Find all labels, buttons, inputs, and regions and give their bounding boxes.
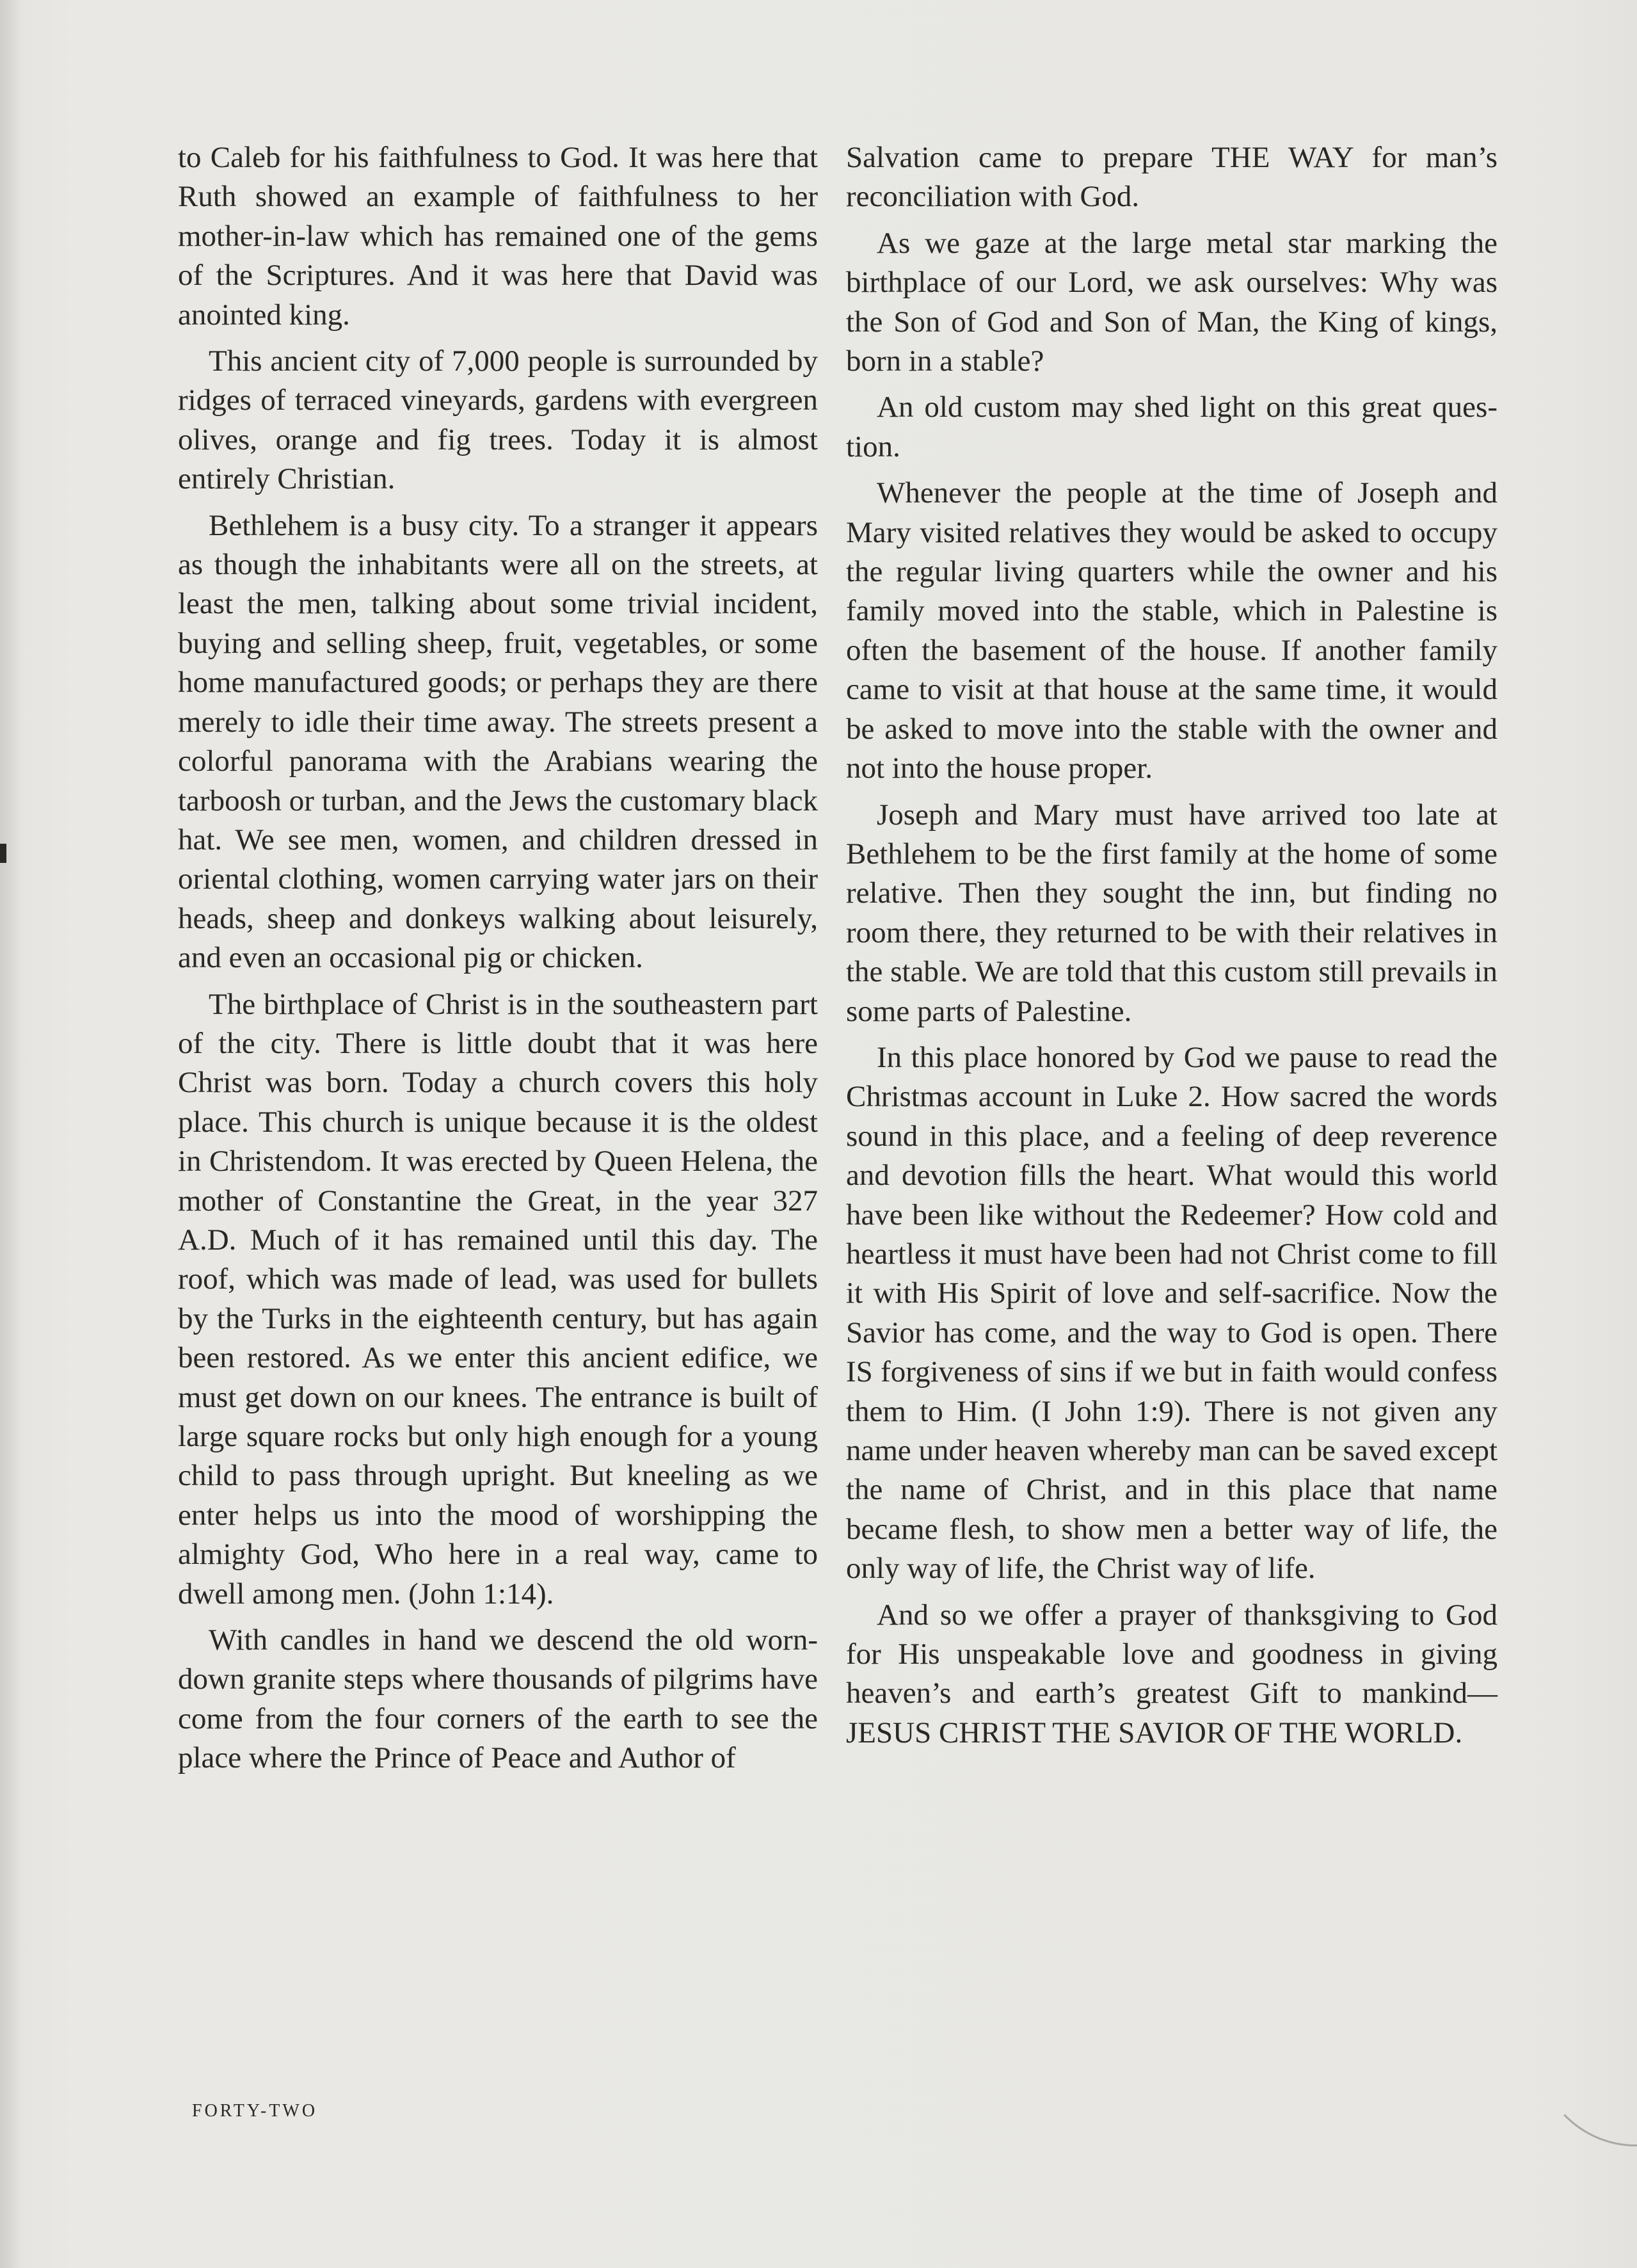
paragraph: With candles in hand we descend the old worndown granite steps where thousands of pilgrims have come from the four corners of the earth to see the place where the Prince of Peace and Author of bbox=[178, 1623, 818, 1775]
paragraph: Whenever the people at the time of Joseph and Mary visited relatives they would be asked to occupy the regular living quarters while the owner and his family moved into the stable, which in Palestine is often the basement of the house. If another family came to visit at that house at the same time, it would be asked to move into the stable with the owner and not into the house proper. bbox=[846, 476, 1497, 785]
paragraph: Joseph and Mary must have arrived too late at Bethlehem to be the first family at the home of some relative. Then they sought the inn, but finding no room there, they returned to be with their relatives in the stable. We are told that this custom still prevails in some parts of Palestine. bbox=[846, 798, 1497, 1028]
paragraph: And so we offer a prayer of thanksgiving to God for His unspeakable love and goodness in giving heaven’s and earth’s greatest Gift to mankind—JESUS CHRIST THE SAVIOR OF THE WORLD. bbox=[846, 1598, 1497, 1749]
binding-shadow bbox=[0, 0, 19, 2268]
paragraph: This ancient city of 7,000 people is surrounded by ridges of terraced vineyards, gardens with evergreen olives, orange and fig trees. Today it is almost entirely Christian. bbox=[178, 344, 818, 496]
left-column bbox=[178, 138, 818, 1778]
paragraph: Bethlehem is a busy city. To a stranger it appears as though the inhabitants were all on the streets, at least the men, talking about some trivial incident, buying and selling sheep, fruit, vegetables, or some home manufactured goods; or perhaps they are there merely to idle their time away. The streets present a colorful panorama with the Arabians wearing the tarboosh or turban, and the Jews the customary black hat. We see men, women, and children dressed in oriental clothing, women carrying water jars on their heads, sheep and donkeys walking about leisurely, and even an occasional pig or chicken. bbox=[178, 508, 818, 975]
paragraph: In this place honored by God we pause to read the Christmas account in Luke 2. How sacred the words sound in this place, and a feeling of deep reverence and devotion fills the heart. What would this world have been like without the Redeemer? How cold and heartless it must have been had not Christ come to fill it with His Spirit of love and self-sacrifice. Now the Savior has come, and the way to God is open. There IS forgiveness of sins if we but in faith would confess them to Him. (I John 1:9). There is not given any name under heaven whereby man can be saved except the name of Christ, and in this place that name became flesh, to show men a better way of life, the only way of life, the Christ way of life. bbox=[846, 1040, 1497, 1586]
paragraph: Salvation came to prepare THE WAY for man’s reconciliation with God. bbox=[846, 141, 1497, 214]
paragraph: to Caleb for his faithfulness to God. It was here that Ruth showed an example of faithfulness to her mother-in-law which has remained one of the gems of the Scriptures. And it was here that David was anointed king. bbox=[178, 141, 818, 332]
paragraph: An old custom may shed light on this great question. bbox=[846, 390, 1497, 463]
page-curl bbox=[1533, 2036, 1637, 2146]
page-number: FORTY-TWO bbox=[192, 2101, 318, 2121]
edge-mark bbox=[0, 844, 6, 863]
paragraph: As we gaze at the large metal star marking the birthplace of our Lord, we ask ourselves: Why was the Son of God and Son of Man, the King of kings, born in a stable? bbox=[846, 226, 1497, 378]
paragraph: The birthplace of Christ is in the southeastern part of the city. There is little doubt that it was here Christ was born. Today a church covers this holy place. This church is unique because it is the oldest in Christendom. It was erected by Queen Helena, the mother of Constantine the Great, in the year 327 A.D. Much of it has remained until this day. The roof, which was made of lead, was used for bullets by the Turks in the eighteenth century, but has again been restored. As we enter this ancient edifice, we must get down on our knees. The entrance is built of large square rocks but only high enough for a young child to pass through upright. But kneeling as we enter helps us into the mood of worshipping the almighty God, Who here in a real way, came to dwell among men. (John 1:14). bbox=[178, 987, 818, 1611]
right-column bbox=[846, 138, 1497, 1753]
